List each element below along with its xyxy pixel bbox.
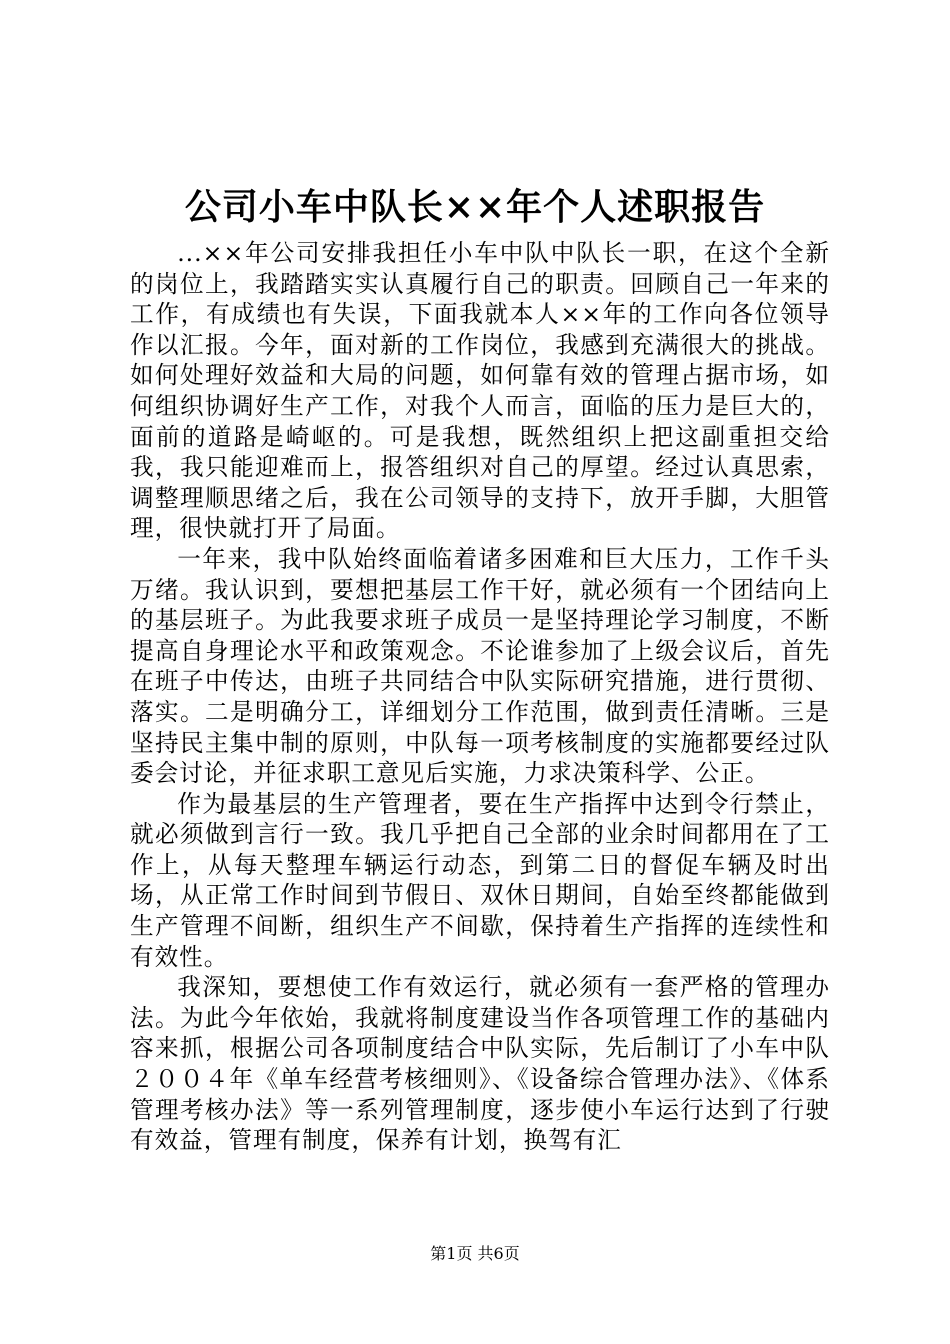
document-body bbox=[130, 238, 830, 1156]
document-title: 公司小车中队长××年个人述职报告 bbox=[184, 186, 766, 228]
paragraph-3: 作为最基层的生产管理者，要在生产指挥中达到令行禁止，就必须做到言行一致。我几乎把自己全部的业余时间都用在了工作上，从每天整理车辆运行动态，到第二日的督促车辆及时出场，从正常工作时间到节假日、双休日期间，自始至终都能做到生产管理不间断，组织生产不间歇，保持着生产指挥的连续性和有效性。 bbox=[130, 789, 830, 971]
page-number-footer: 第1页 共6页 bbox=[430, 1244, 520, 1263]
paragraph-1: ...××年公司安排我担任小车中队中队长一职，在这个全新的岗位上，我踏踏实实认真履行自己的职责。回顾自己一年来的工作，有成绩也有失误，下面我就本人××年的工作向各位领导作以汇报。今年，面对新的工作岗位，我感到充满很大的挑战。如何处理好效益和大局的问题，如何靠有效的管理占据市场，如何组织协调好生产工作，对我个人而言，面临的压力是巨大的，面前的道路是崎岖的。可是我想，既然组织上把这副重担交给我，我只能迎难而上，报答组织对自己的厚望。经过认真思索，调整理顺思绪之后，我在公司领导的支持下，放开手脚，大胆管理，很快就打开了局面。 bbox=[130, 239, 830, 543]
paragraph-4: 我深知，要想使工作有效运行，就必须有一套严格的管理办法。为此今年依始，我就将制度建设当作各项管理工作的基础内容来抓，根据公司各项制度结合中队实际，先后制订了小车中队２００４年《单车经营考核细则》、《设备综合管理办法》、《体系管理考核办法》等一系列管理制度，逐步使小车运行达到了行驶有效益，管理有制度，保养有计划，换驾有汇 bbox=[130, 973, 830, 1155]
paragraph-2: 一年来，我中队始终面临着诸多困难和巨大压力，工作千头万绪。我认识到，要想把基层工作干好，就必须有一个团结向上的基层班子。为此我要求班子成员一是坚持理论学习制度，不断提高自身理论水平和政策观念。不论谁参加了上级会议后，首先在班子中传达，由班子共同结合中队实际研究措施，进行贯彻、落实。二是明确分工，详细划分工作范围，做到责任清晰。三是坚持民主集中制的原则，中队每一项考核制度的实施都要经过队委会讨论，并征求职工意见后实施，力求决策科学、公正。 bbox=[130, 544, 830, 788]
